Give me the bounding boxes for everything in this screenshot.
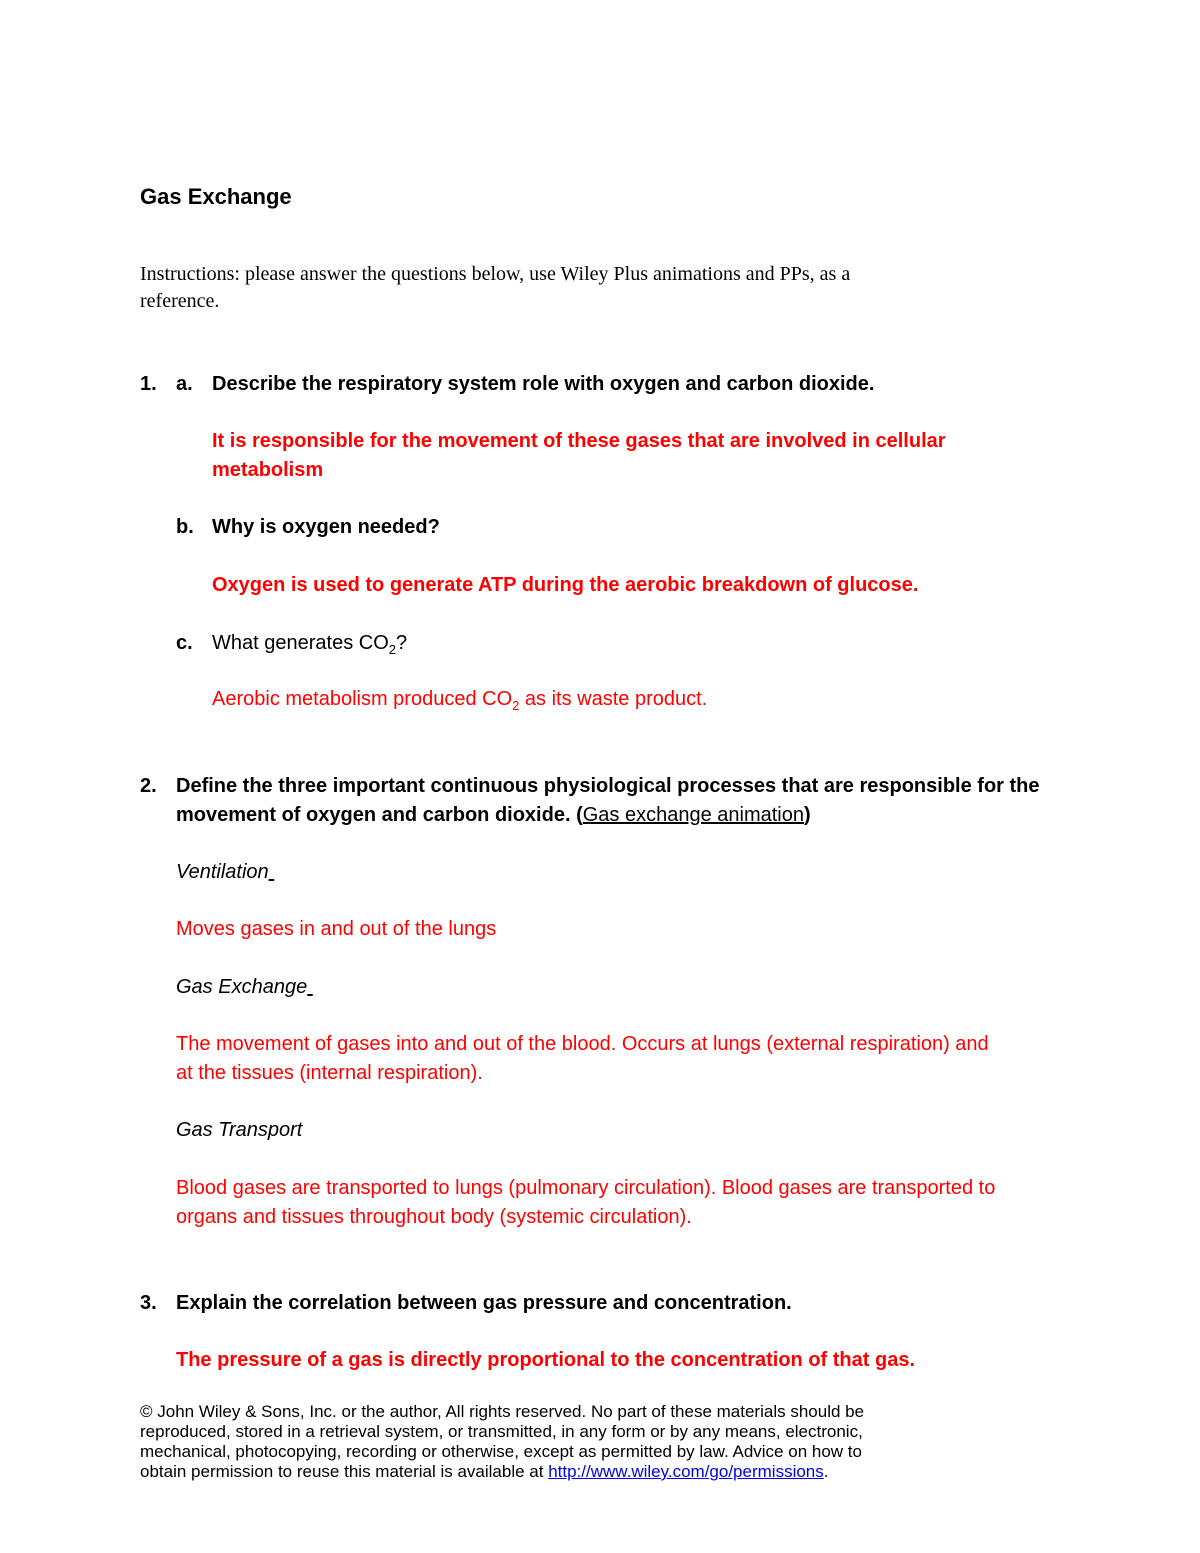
copyright-line-4-suffix: . [823, 1462, 829, 1481]
answer-1c-prefix: Aerobic metabolism produced CO [212, 688, 513, 710]
copyright-line-1: © John Wiley & Sons, Inc. or the author, All rights reserved. No part of these materials should be [140, 1402, 865, 1421]
question-2-line-1: Define the three important continuous physiological processes that are responsible for the [176, 775, 1040, 797]
answer-1c-subscript: 2 [512, 698, 520, 713]
gas-exchange-animation-link[interactable]: Gas exchange animation [582, 804, 804, 826]
question-2-line-2 [176, 805, 811, 825]
permissions-link[interactable]: http://www.wiley.com/go/permissions [548, 1462, 824, 1481]
gas-transport-label: Gas Transport [176, 1119, 303, 1141]
question-1b-letter: b. [176, 516, 194, 538]
ventilation-label: Ventilation [176, 861, 269, 883]
question-1c-text [212, 632, 408, 657]
question-1a-letter: a. [176, 373, 193, 395]
copyright-line-4-prefix: obtain permission to reuse this material is available at [140, 1462, 549, 1481]
question-3-text: Explain the correlation between gas pressure and concentration. [176, 1292, 792, 1314]
question-1c-suffix: ? [395, 632, 408, 654]
question-1c-subscript: 2 [388, 642, 396, 657]
gas-exchange-answer-line-1: The movement of gases into and out of the blood. Occurs at lungs (external respiration) and [176, 1033, 989, 1055]
question-2-number: 2. [140, 775, 157, 797]
question-2-line-2-prefix: movement of oxygen and carbon dioxide. ( [176, 804, 583, 826]
answer-1c [212, 688, 708, 713]
question-1c-letter: c. [176, 632, 193, 654]
question-2-line-2-suffix: ) [803, 804, 811, 826]
gas-transport-answer-line-2: organs and tissues throughout body (systemic circulation). [176, 1206, 692, 1228]
question-3-number: 3. [140, 1292, 157, 1314]
instructions-line-2: reference. [140, 290, 220, 312]
copyright-line-4 [140, 1463, 829, 1480]
question-1c-prefix: What generates CO [212, 632, 389, 654]
gas-exchange-answer-line-2: at the tissues (internal respiration). [176, 1062, 483, 1084]
copyright-line-2: reproduced, stored in a retrieval system, or transmitted, in any form or by any means, electronic, [140, 1422, 863, 1441]
copyright-line-3: mechanical, photocopying, recording or otherwise, except as permitted by law. Advice on how to [140, 1442, 862, 1461]
answer-1a-line-1: It is responsible for the movement of these gases that are involved in cellular [212, 430, 946, 452]
instructions-line-1: Instructions: please answer the questions below, use Wiley Plus animations and PPs, as a [140, 263, 851, 285]
question-1b-text: Why is oxygen needed? [212, 516, 440, 538]
question-1a-text: Describe the respiratory system role with oxygen and carbon dioxide. [212, 373, 875, 395]
answer-3: The pressure of a gas is directly proportional to the concentration of that gas. [176, 1349, 916, 1371]
ventilation-answer: Moves gases in and out of the lungs [176, 918, 497, 940]
page-title: Gas Exchange [140, 184, 292, 209]
answer-1c-suffix: as its waste product. [519, 688, 708, 710]
answer-1a-line-2: metabolism [212, 459, 324, 481]
answer-1b: Oxygen is used to generate ATP during the aerobic breakdown of glucose. [212, 574, 919, 596]
gas-exchange-label: Gas Exchange [176, 976, 308, 998]
question-1-number: 1. [140, 373, 157, 395]
gas-transport-answer-line-1: Blood gases are transported to lungs (pulmonary circulation). Blood gases are transported to [176, 1177, 996, 1199]
